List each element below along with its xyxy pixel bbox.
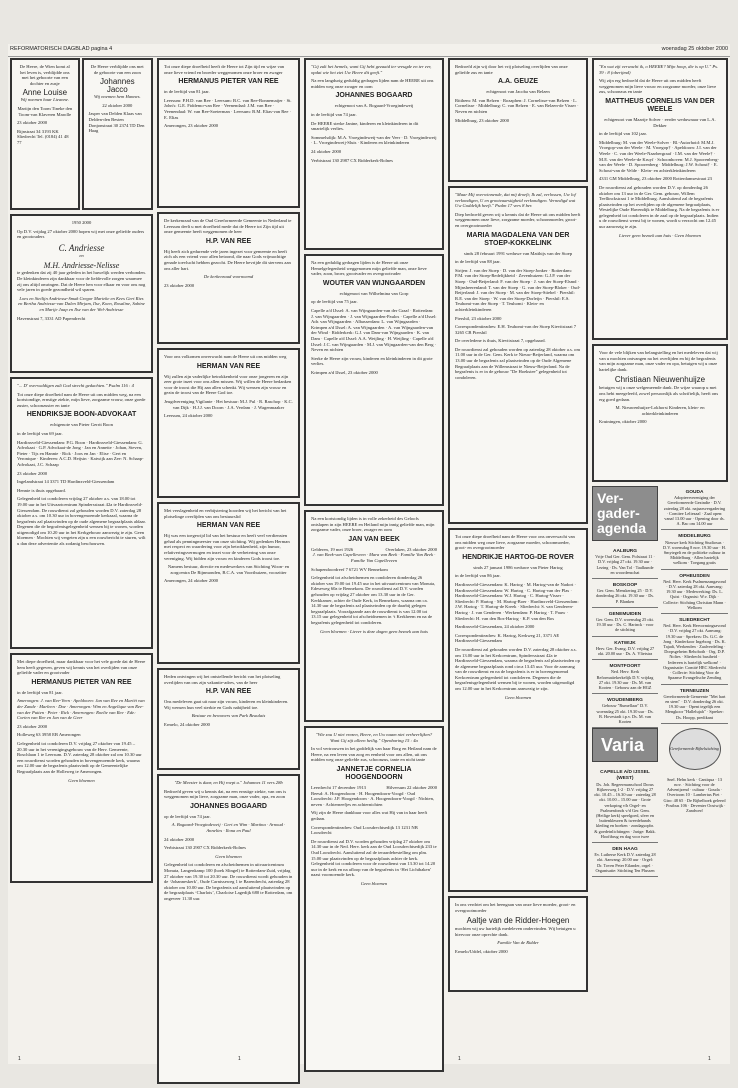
footer-mark-3: 1: [458, 1056, 461, 1062]
obituary-geuze: [448, 58, 588, 182]
agenda-item: [661, 685, 728, 724]
agenda-item: [661, 530, 728, 569]
obituary-body: Bedroefd zijn wij door het vrij plotseling overlijden van onze geliefde zus en tante: [455, 64, 568, 75]
obituary-van-der-weele: [592, 58, 728, 340]
obituary-details-2: De rouwdienst zal D.V. worden gehouden vrijdag 27 oktober om 14.30 uur in de Ned. Herv. kerk aan de Oud Loosdrechtsedijk 233 te Oud Loosdrecht. Aansluitend zal de teraardebestelling om plm. 15.00 uur plaatsvinden op de begraafplaats achter de kerk. Gelegenheid tot condoleren voor de rouwdienst van 13.30 tot 14.20 uur in de kerk en na afloop van de begrafenis in ‘Het Lichtbaken’ naast voornoemde kerk.: [311, 838, 437, 878]
obituary-no-flowers: Geen bloemen: [504, 694, 532, 700]
obituary-name: JANNETJE CORNELIA HOOGENDOORN: [336, 765, 412, 781]
obituary-details: Sterke de Heere zijn vrouw, kinderen en kleinkinderen in dit grote verlies.: [311, 355, 433, 367]
obituary-address: Verbistraat 130 2907 CX Ridderkerk-Bolnes: [164, 845, 246, 851]
obituary-body: Tot onze diepe droefheid heeft de Heere tot Zijn tijd en wijze van onze lieve vriend en broeder weggenomen onze broer en zwager: [164, 64, 285, 75]
footer-mark-2: 1: [238, 1056, 241, 1062]
anniversary-intro: Op D.V. vrijdag 27 oktober 2000 hopen wij met onze geliefde ouders en grootouders: [17, 228, 145, 240]
obituary-address: Ingelandstraat 14 3371 TD Hardinxveld-Giessendam: [17, 479, 115, 485]
obituary-van-ree-family: [10, 653, 153, 883]
obituary-verse: "Maar Mij overwinnende, dat mij droeft; Ik zal, verlossen, Uw lof verkondigen, U en grootvaarstigheid verkondigen. Vernedigd wat Uw Goddelijk heeft." Psalm 17 vers 8 ber.: [455, 192, 576, 209]
obituary-body: De kerkenraad van de Oud Gereformeerde Gemeente in Nederland te Leersum deelt u met droefheid mede dat de Heere tot Zijn tijd uit onze gemeente heeft weggenomen de heer: [164, 218, 292, 235]
obituary-family: A. Bogaard-Vroegindeweij · Gert en Wim · Martina · Arnoud · Annelies · Ilona en Paul: [171, 822, 286, 833]
obituary-birth: Leerdrecht 17 december 1913: [311, 784, 366, 790]
obituary-family: Capelle a/d IJssel: A. van Wijngaarden-van der Graaf · Rotterdam: J. van Wijngaarden · J. van Wijngaarden-Paulos · Capelle a/d IJssel: Adr. van Wijngaarden · Albasserdam: L. van Wijngaarden · Krimpen a/d IJssel: A. van Wijngaarden · A. van Wijngaarden-van der Wind · Ridderkerk: G.J. van Dam-van Wijngaarden · K. van Dam · Capelle a/d IJssel: A.A. Wetjling · H. Wetjling · Capelle a/d IJssel: J.C. van Wijngaarden · M.J. van Wijngaarden-van den Berg · Neven en nichten: [311, 307, 437, 353]
obituary-date: Middelburg, 23 oktober 2000: [455, 117, 510, 123]
obituary-date: Ermelo, 24 oktober 2000: [164, 721, 210, 727]
column-5: [592, 58, 728, 877]
agenda-item-place: DEN HAAG: [612, 846, 638, 852]
agenda-item-place: OPHEUSDEN: [679, 573, 710, 579]
obituary-address: Schapendoordreef 7 6721 WV Bennekom: [311, 566, 388, 572]
thanks-body: Voor de vele blijken van belangstelling en het medeleven dat wij van u mochten ontvangen na het overlijden en bij de begrafenis van mijn zorgzame man, onze vader en opa, betuigen wij u onze hartelijke dank.: [599, 350, 718, 372]
obituary-age: in de leeftijd van 81 jaar.: [17, 689, 63, 695]
obituary-address: Verbistraat 130 2987 CX Ridderkerk-Bolnes: [311, 157, 393, 163]
obituary-name: HERMANUS PIETER VAN REE: [178, 78, 279, 86]
obituary-date: 23 oktober 2000: [17, 723, 48, 729]
agenda-item-text: Ned. Herv. Kerk Hervormingsavond · D.V. vrijdag 27 okt. Aanvang: 19.30 uur · Sprekers: Ds. G.C. de Jong · Kinderkoor Ingeborg · Ds. K. Tajadi, Werkenden · Zaalverdeling · Dorpsgeheim Rehoboth · Org. D.P. Noltes · Sliedrecht bustheid · Iedereen is hartelijk welkom! · Organisatie: Comité HEC Sliedrecht · Collecte: Stichting Voor de Spaanse Evangelische Zending: [663, 623, 726, 681]
agenda-items-left: [592, 545, 658, 728]
column-2: [157, 58, 300, 1088]
obituary-foundation: [157, 502, 300, 664]
obituary-details: De rouwdienst zal gehouden worden op zaterdag 28 oktober a.s. om 11.00 uur in de Ger. Gem. Kerk te Nieuw-Beijerland, waarna om 13.00 uur de begrafenis zal plaatsvinden op de Oude Algemene Begraafplaats aan de Willemstraat te Nieuw-Beijerland. Na de begrafenis is er in de gebouw "De Hoekstee" gelegenheid tot condoleren.: [455, 346, 581, 380]
obituary-age: in de leeftijd van 74 jaar.: [311, 111, 357, 117]
obituary-body-2: Ons medeleven gaat uit naar zijn vrouw, kinderen en kleinkinderen. Wij wensen hun veel sterkte en Gods nabijheid toe.: [164, 699, 289, 710]
foundation-logo: Gereformeerde Bijbelstichting: [669, 728, 721, 770]
obituary-body: Voor ons volkomen onverwacht nam de Heere uit ons midden weg: [164, 354, 287, 359]
obituary-body: Bedroefd geven wij u kennis dat, na een ernstige ziekte, van ons is weggenomen mijn lieve, zorgzame man, onze vader, opa, en zoon: [164, 788, 287, 800]
obituary-death: Hilversum 22 oktober 2000: [386, 784, 437, 790]
obituary-name: WOUTER VAN WIJNGAARDEN: [322, 279, 426, 287]
obituary-date: Leersum, 24 oktober 2000: [164, 413, 213, 419]
obituary-body: Na een langdurig geduldig gedragen lijden nam de HEERE uit ons midden weg onze zwager en oom: [311, 78, 434, 89]
obituary-youth-society: [157, 348, 300, 498]
obituary-date: 24 oktober 2000: [164, 836, 195, 842]
agenda-item-text: Vrije Oud Ger. Gem. Polstraat 11 · D.V. vrijdag 27 okt. 19.30 uur · Lezing · Ds. Van Tol · Taalkunde en woordenschat: [595, 554, 655, 575]
obituary-body-2: Hij heeft zich gedurende vele jaren ingezet voor gemeente en heeft zich als een vriend voor allen betoond, die naar Gods vrijmachtige genade toevlucht hebben gezocht. De Heere bevrijde dit stervens aan ons aller hart.: [164, 248, 291, 271]
agenda-item: [592, 843, 658, 877]
agenda-items-right: [661, 486, 728, 724]
obituary-age: in de leeftijd van 88 jaar.: [455, 259, 501, 265]
agenda-item-text: Gebouw "Rumellaar" D.V. woensdag 25 okt. 19.30 uur · Ds. B. Hovestadt i.p.v. Ds. M. van Kooten: [596, 703, 654, 725]
obituary-body-2: Wij zullen zijn vaderlijke betrokkenheid voor onze jongeren en zijn zeer grote inzet voor ons allen missen. Wij willen de Heere bedanken voor de troost die Hij aan allen schenkt. Wij wensen zijn vrouw en gezin de troost van de Heere God toe.: [164, 373, 292, 396]
obituary-details: Gelegenheid tot afscheidnemen en condoleren donderdag 26 oktober van 19.00 tot 19.45 uur in het uitvaartcentrum van Monuta, Edeseweg 60a te Bennekom. De rouwdienst zal D.V. worden gehouden op vrijdag 27 oktober om 13.30 uur in de Ger. Kerkkamer, achter de Oude Kerk, in Bennekom, waarna om ca. 14.30 uur de begrafenis zal plaatsvinden op de daarbij gelegen begraafplaats. Voorafgaande aan de rouwdienst is van 12.00 tot 13.15 uur gelegenheid tot afscheidnemen in ‘t Kerkheem en na de begrafenis gelegenheid tot condoleren.: [311, 575, 436, 625]
agenda-item: [592, 608, 658, 637]
obituary-subtitle: echtgenoot van A. Bogaard-Vroegindeweij: [334, 103, 414, 109]
birth-family: Jasper van Delden Klaas van Delden-den Besten Donjonstraat 30 2374 TD Den Haag: [88, 111, 145, 134]
agenda-item-place: MONTFOORT: [609, 664, 641, 670]
obituary-van-beek: [304, 510, 444, 722]
thanks-name: Christiaan Nieuwenhuijze: [614, 375, 706, 385]
foundation-info: Snel. Helm kerk · Cantiqua · 13 nov. · Stichting voor de Adventjzend · cultuur · Gouda · Overtoom 10 · Lambertus Piet · Giro: 48 65 · De Bijbelboek geleerd · Postbus 106 · Deventer Oostwijk · Zandwerf: [663, 776, 726, 813]
obituary-subtitle: sinds 27 januari 1986 weduwe van Pieter Hartog: [473, 564, 563, 570]
agenda-banner-line-1: Ver-: [597, 490, 624, 506]
agenda-item: [592, 579, 658, 608]
obituary-bogaard-in-laws: [304, 58, 444, 250]
obituary-age: in de leeftijd van 102 jaar.: [599, 131, 647, 137]
obituary-name: MATTHEUS CORNELIS VAN DER WEELE: [605, 97, 715, 113]
obituary-date: Amerongen, 24 oktober 2000: [164, 578, 219, 584]
obituary-age: op de leeftijd van 75 jaar.: [311, 299, 358, 305]
obituary-no-flowers: Liever geen bezoek aan huis · Geen bloemen: [619, 232, 701, 238]
obituary-body: Na een geduldig gedragen lijden is de Heere uit onze Hemelgelegenheid weggenomen mijn geliefde man, onze lieve vader, zoon, broer, grootvader en overgrootvader: [311, 260, 427, 277]
obituary-subtitle: echtgenoot van Jacoba van Belzen: [486, 89, 550, 95]
obituary-name: JAN VAN BEEK: [348, 535, 400, 543]
obituary-family: Jeugdvereniging Vigilante · Het bestuur: M.J. Pul · R. Raschop · K.C. van Dijk · H.J.J. van Doorn · J.A. Verdam · J. Wagenmaaker: [164, 398, 293, 410]
obituary-signature: De kerkenraad voornoemd: [203, 274, 254, 280]
varia-items: [592, 766, 658, 877]
thanks-body-2: mochten wij uw hartelijk medeleven ondervinden. Wij betuigen u hiervoor onze oprechte dank.: [455, 926, 576, 937]
obituary-body: In vol vertrouwen in het goddelijk van haar Borg en Heiland nam de Heere, na een leven van zorg en eenheid voor ons allen, uit ons midden weg onze geliefde zus, schoonzus, tante en nicht tante: [311, 746, 437, 763]
agenda-item-place: GENEMUIDEN: [608, 611, 642, 617]
obituary-verse: "Wie zou U niet vrezen, Heere, en Uw naam niet verheerlijken? Want Gij zijt alleen heilig." Openbaring 15 : 4a: [315, 732, 433, 743]
obituary-subtitle: echtgenoot van Maartje Solver · eerder weduwnaar van L.A. Dekker: [604, 116, 716, 128]
obituary-boon: [10, 377, 153, 649]
obituary-family: Ritthem: M. van Belzen · Rozaphen: J. Cornelisse-van Belzen · L. Cornelisse · Middelburg: C. van Belzen · E. van Belzen-de Visser · Neven en nichten: [455, 97, 579, 114]
obituary-details: Gelegenheid tot condoleren en afscheidnemen in uitvaartcentrum Monuta, Langenkamp 100 (hoek Slingel) te Rotterdam-Zuid, vrijdag 27 oktober van 19.30 tot 20.30 uur. De rouwdienst wordt gehouden in de ‘Johanneskerk’, Oude Carnisseweg 1 te Barendrecht, zaterdag 28 oktober om 10.00 uur. De begrafenis zal aansluitend plaatsvinden op de begraafplaats ‘Charlois’, Charloise Lagedijk 680 te Rotterdam, om ongeveer 11.30 uur.: [164, 862, 293, 901]
obituary-age: op de leeftijd van 74 jaar.: [164, 813, 211, 819]
obituary-van-der-stoep: [448, 186, 588, 524]
obituary-name: HERMAN VAN REE: [196, 362, 261, 370]
obituary-no-flowers: Geen bloemen: [215, 853, 242, 859]
obituary-no-flowers: Geen bloemen: [68, 777, 95, 783]
agenda-item-text: Ev. Lutherse Kerk D.V. zaterdag 28 okt. Aanvang: 20.00 uur · Orgel: Dr. Toven Peter Eilander, orgel · Organisatie: Stichting Ten Plussen: [594, 852, 656, 873]
obituary-body: Tot onze diepe droefheid nam de Heere voor ons onverwacht van ons midden weg onze lieve, zorgzame moeder, schoonmoeder, groot- en overgrootmoeder: [455, 534, 575, 551]
header-left: REFORMATORISCH DAGBLAD pagina 4: [10, 46, 113, 52]
birth-intro: De Heere, de Wien komt al het leven is, verblijdde ons met het geboorte van een dochter en zusje: [19, 64, 70, 86]
obituary-address: Correspondentieadres: K. Hartog, Kerkweg 21, 3371 AE Hardinxveld-Giessendam: [455, 632, 560, 644]
obituary-van-wijngaarden: [304, 254, 444, 506]
anniversary-name-1: C. Andriesse: [58, 242, 105, 253]
footer-mark-1: 1: [18, 1056, 21, 1062]
obituary-birth: Gelderen, 19 mei 1926: [311, 546, 354, 552]
obituary-name: H.P. VAN REE: [205, 688, 252, 696]
thanks-date: Kruiningen, oktober 2000: [599, 419, 647, 425]
agenda-right-column: [661, 486, 728, 877]
agenda-item-text: Ned. Herv. Kerk Reformatiekerkelijk D.V. vrijdag 27 okt. 19.30 uur · Ds. M. van Kooten · Gebouw aan de HGZ: [596, 669, 654, 691]
birth-row: [10, 58, 153, 214]
agenda-banner-line-3: agenda: [597, 520, 647, 536]
obituary-age: in de leeftijd van 69 jaar.: [17, 430, 63, 436]
obituary-family: J. van Beek-van Capelleveen · Mara van Beek · Familie Van Beek · Familie Van Capelleveen: [312, 552, 436, 563]
agenda-item-place: KATWIJK: [614, 640, 636, 646]
obituary-date: Krimpen a/d IJssel, 23 oktober 2000: [311, 369, 378, 375]
obituary-name: H.P. VAN REE: [205, 237, 252, 245]
agenda-item: [592, 660, 658, 694]
birth-intro: De Heere verblijdde ons met de geboorte van een zoon: [90, 64, 144, 75]
birth-sub: Wij noemen haar Lieanne.: [20, 97, 70, 103]
agenda-item-place: BOSKOOP: [612, 583, 638, 589]
agenda-item-place: SLIEDRECHT: [679, 618, 710, 624]
page-footer: [8, 1056, 730, 1064]
thanks-signature: Familie Van de Ridder: [497, 940, 539, 946]
agenda-item: [592, 694, 658, 728]
obituary-name: MARIA MAGDALENA VAN DER STOEP-KOKKELINK: [466, 231, 570, 247]
obituary-address: Holleweg 63 3958 EB Amerongen: [17, 732, 81, 738]
agenda-item-place: GOUDA: [685, 490, 704, 495]
obituary-date: 23 oktober 2000: [164, 282, 195, 288]
agenda-banner: [592, 486, 658, 541]
obituary-address: Correspondentieadres: E.H. Teuhomi-van der Stoep Kievitstraat 7 3265 CB Piershil: [455, 324, 577, 335]
obituary-name: JOHANNES BOGAARD: [189, 802, 267, 810]
obituary-no-flowers: Geen bloemen · Liever is deze dagen geen bezoek aan huis: [320, 628, 428, 634]
agenda-item: [592, 545, 658, 579]
obituary-family: Hardinxveld-Giessendam: K. Hartog · M. Hartog-van de Nadort · Hardinxveld-Giessendam: W. Hartog · C. Hartog-van der Plas · Hardinxveld-Giessendam: W.J. Hartog · C. Hartog-Visser · Sliedrecht: P. Hartog · M. Hartog-Boer · Hardinxveld-Giessendam: J.W. Hartog · T. Hartog-de Kreek · Sliedrecht: S. van Genderen-Hartog · J. van Genderen · Werkendam: P. Hartog · T. Pauw · Sliedrecht: H. van den Bos-Hartog · K.P. van den Bos: [455, 581, 579, 621]
varia-banner: Varia: [592, 728, 658, 762]
obituary-family: Middelburg: M. van der Weele-Solver · Bl.-Autorhoid: M.M.J. Vroegop-van der Weele · M. Vroegop† · Apeldoorn: J.I. van der Weele · C. van der Weele-Naarbergraaf · I.M. van der Weele† · M.E. van der Weele-de Kruyf · Schoonhoven: M.J. Spoorenberg-van der Weele · D. Spoorenberg · Middelburg: J.W. Schout† · E. Schout-van de Velde · Klein- en achterkleinkinderen: [599, 139, 719, 173]
thank-you-van-de-ridder: [448, 896, 588, 992]
agenda-item-place: WOUDENBERG: [607, 698, 643, 704]
obituary-date: Hardinxveld-Giessendam, 24 oktober 2000: [455, 624, 535, 630]
agenda-item-text: Gereformeerde Gemeente "Met hart en stem" · D.V. donderdag 26 okt. 19.30 uur · Opent tegelijk een Mengkoor "Hallelujah" · Spreker: Ds. Hoopp, predikant: [663, 693, 726, 720]
agenda-section: [592, 486, 728, 877]
agenda-item-text: Adopteervereniging der Gereformeerde Gezindte · D.V. zaterdag 28 okt. najaarsvergadering · Comitee Leliezaal · Zaal open: vanaf 13.00 uur · Opening door ds. A. Bac om 14.00 uur: [663, 495, 726, 527]
agenda-left-column: [592, 486, 658, 877]
agenda-item: [661, 486, 728, 530]
birth-name: Johannes Jacco: [99, 77, 135, 95]
agenda-item-text: Ds. Joh. Regeermanschool Dorus Rijkersweg 1-2 · D.V. vrijdag 27 okt. 10.45 – 16.30 uur · zaterdag 28 okt. 10.00 – 15.00 uur · Grote verkoping v/h Orgel- en Psalmenfonds v/d Ger. Gem. (Heilige kerk) speelgoed, sfeer en buitenkleuren & tweedehands kleding en boeken · zondagsopbr. & goedeinlichtingen · Jarige: Bakk. Hooftbrug en dag voor twee: [594, 781, 656, 839]
obituary-name: HERMANUS PIETER VAN REE: [31, 678, 132, 686]
birth-announcement-johannes: [82, 58, 153, 210]
obituary-family: Beesd: A. Hoogendoorn · H. Hoogendoorn-Voogd · Oud Loosdrecht: J.P. Hoogendoorn · A. Hoogendoorn-Voogd · Nichten, neven · Achterneefjes en achternichten: [311, 790, 435, 807]
obituary-subtitle: echtgenote van Pieter Gerrit Boon: [50, 422, 113, 428]
agenda-item: [661, 570, 728, 614]
obituary-van-ree-siblings: [157, 58, 300, 208]
obituary-name: A.A. GEUZE: [497, 78, 539, 86]
obituary-hoogendoorn: [304, 726, 444, 1072]
obituary-body: Tot onze diepe droefheid nam de Heere uit ons midden weg, na een kortstondige, ernstige ziekte, mijn lieve, zorgzame vrouw, onze goede zuster, schoonzuster en tante: [17, 391, 146, 408]
obituary-subtitle: echtgenoot van Wilhelmina van Gorp: [339, 290, 409, 296]
obituary-hartog: [448, 528, 588, 892]
birth-address: Rijnstraat 34 3193 KK Sliedrecht Tel. (0184) 41 48 77: [17, 128, 69, 145]
birth-date: 22 oktober 2000: [102, 102, 133, 108]
agenda-item-place: AALBURG: [613, 549, 637, 554]
anniversary-body: te gedenken dat zij 40 jaar geleden in het huwelijk werden verbonden. De kleinkinderen zijn dankbaar voor de liefdevolle zorgen waarmee zij ons altijd omringen. Dat de Heere hen voor elkaar en voor ons nog vele jaren in goede gezondheid wil sparen.: [17, 270, 146, 293]
obituary-name: JOHANNES BOGAARD: [335, 92, 413, 100]
anniversary-children: Loes en Sietlijn Andriesse-Smak Gregor Marieke en Kees Gert Ries en Bertha Andriesse-van Dalen Mirjam, Ilse, Koen, Rosaline, Sabine en Marije Jaap en Ilse van der Wel-Andriesse: [18, 295, 145, 312]
page-header: [8, 44, 730, 57]
anniversary-and: en: [79, 252, 84, 258]
thanks-body: In ons verdriet om het heengaan van onze lieve moeder, groot- en overgrootmoeder: [455, 902, 576, 913]
obituary-park-beaulais: [157, 668, 300, 770]
obituary-rest: De overledene is thuis, Kievitstraat 7, opgebaard.: [455, 338, 546, 344]
obituary-name: HENDRIKSJE BOON-ADVOKAAT: [26, 411, 137, 419]
thanks-family: M. Nieuwenhuijze-Lokhorst Kinderen, klein- en achterkleinkinderen: [615, 405, 705, 416]
obituary-verse: "De Meester is daar, en Hij roept u." Johannes 11 vers 28b: [174, 780, 283, 785]
obituary-family: Sommelsdijk: M.A. Vroegindeweij-van der Veer · D. Vroegindeweij · L. Vroegindeweij-Sluis · Kinderen en kleinkinderen: [311, 134, 437, 146]
thank-you-nieuwenhuijze: [592, 344, 728, 482]
obituary-address: 4331 GM Middelburg, 23 oktober 2000 Rotterdamsestraat 23: [599, 176, 712, 182]
column-3: [304, 58, 444, 1076]
column-4: [448, 58, 588, 996]
header-right: woensdag 25 oktober 2000: [661, 46, 728, 52]
obituary-details: De rouwdienst zal gehouden worden D.V. op donderdag 26 oktober om 13 uur in de Ger. Gem. gebouw, Willem Teellinckstraat 1 te Middelburg. Aansluitend zal de begrafenis plaatsvinden op het overlijden op de algemene begraafplaats, Westelijke Oude Havendijk te Middelburg. Na de begrafenis is er gelegenheid tot condoleren in de zaal op de begraafplaats. Indien u de rouwdienst wenst bij te wonen, wordt u verzocht om 12.45 uur aanwezig te zijn.: [599, 184, 720, 230]
obituary-verse: "... D' overwaldigen zult God strecht gedachten." Psalm 116 : 4: [17, 383, 134, 388]
thanks-name: Aaltje van de Ridder-Hoegen: [466, 916, 570, 926]
obituary-body: Met verslagenheid en verbijstering hoorden wij het bericht van het plotselinge overlijden van ons bestuurslid: [164, 508, 287, 519]
anniversary-address: Havenstraat 7, 3331 AD Papendrecht: [17, 315, 86, 321]
obituary-body: Met diepe droefheid, maar dankbaar voor het vele goede dat de Heere hem heeft gegeven, geven wij kennis van het overlijden van onze geliefde vader en grootvader: [17, 659, 146, 676]
footer-mark-4: 1: [708, 1056, 711, 1062]
obituary-body: Diep bedroefd geven wij u kennis dat de Heere uit ons midden heeft weggenomen onze lieve, zorgzame moeder, schoonmoeder, groot- en overgrootmoeder: [455, 211, 581, 228]
obituary-family: Leersum: P.H.D. van Ree · Leersum: B.C. van Ree-Bonnemaijer · St. John's: G.E. Fiddemo-van Ree · Veenendaal: J.M. van Ree · Veenendaal: W. van Ree-Soeterman · Leersum: B.M. Elias-van Ree · E. Elias: [164, 97, 292, 120]
obituary-rest: Hennie is thuis opgebaard.: [17, 487, 66, 493]
thanks-body-2: betuigen wij u onze welgemeende dank. De wijze waarop u met ons hebt meegeleefd, zowel persoonlijk als schriftelijk, heeft ons erg goed gedaan.: [599, 385, 719, 402]
obituary-age: in de leeftijd van 86 jaar.: [455, 573, 501, 579]
obituary-name: HERMAN VAN REE: [196, 522, 261, 530]
obituary-date: 24 oktober 2000: [311, 148, 342, 154]
thanks-date: Ermelo/Uddel, oktober 2000: [455, 948, 508, 954]
agenda-item-text: Ger. Gem. D.V. woensdag 25 okt. 19.30 uur · Ds. C. Harinck · voor de stichting: [596, 617, 654, 633]
anniversary-announcement: [10, 214, 153, 373]
agenda-item: [592, 637, 658, 661]
agenda-item-text: Ned. Herv. Kerk Psalmenzangavond · D.V. zaterdag 28 okt. Aanvang: 19.30 uur · Medewerking: Ds. L. Quist · Organist: W.v. Dijk · Collecte: Stichting Christian Mann · Welkom: [663, 578, 726, 610]
obituary-family: Strijen: J. van der Stoep · D. van der Stoep-Jonker · Rotterdam: P.M. van der Stoep-Redelijkheid · Zevenhuizen: G.J.P. van der Stoep · Oud-Beijerland: F. van der Stoep · J. van der Stoep-Elsmd · Mijnsheerenland: T. van der Stoep · G. van der Stoep-Bloker · Oud-Beijerland: J. van der Stoep · M. van der Stoep-Stiebel · Piershil: R.E. van der Stoep · W. van der Stoep-Dorleijn · Piershil: E.S. Teuhomi-van der Stoep · T. Teuhomi · Klein- en achterkleinkinderen: [455, 267, 581, 312]
agenda-item-place: TERNEUZEN: [679, 688, 710, 694]
obituary-verse: "Gij zult het hemels, want Gij hebt gezaaid ter vreugde en ter eer, opdat wie het ziet Uw Heere dit geeft.": [311, 64, 432, 75]
obituary-date: 23 oktober 2000: [17, 470, 48, 476]
obituary-signature: Bestuur en bewoners van Park Beaulais: [191, 713, 266, 719]
obituary-details: Gelegenheid tot condoleren vrijdag 27 oktober a.s. van 18.00 tot 19.00 uur in het Uitvaartcentrum Spindersstraat 42a te Hardinxveld-Giessendam. De rouwdienst zal gehouden worden D.V. zaterdag 28 oktober a.s. om 10.30 uur in bovengenoemde kerkzaal, waarna de begrafenis zal plaatsvinden op de oude algemene begraafplaats aldaar. Degenen die de begrafenisgelegenheid wensen bij te wonen, worden uitgenodigd om 10.20 uur in het Kerkgebouw aanwezig te zijn. Geen bloemen · Mochten wij vergeten zijn u een rouwbericht te sturen, wilt u dan deze advertentie als zodanig beschouwen.: [17, 496, 146, 547]
obituary-family: Amerongen: J. van Ree-Veen · Apeldoorn: Jan van Ree en Mariët van der Zande · Marleen · Dae · Amerongen: Wim en Angelique van Ree-van der Putten · Peter · Rick · Amerongen: Roelie van Ree · Ede: Corien van Ree en Jan van de Geer: [17, 698, 145, 721]
obituary-bogaard-family: [157, 774, 300, 1084]
agenda-item-text: Herv. Ger. Evang. D.V. vrijdag 27 okt. 20.00 uur · Ds. A. Vlietstra: [595, 645, 655, 657]
agenda-item-text: Nieuwe kerk Stichting Studiosus · D.V. woensdag 8 nov. 19.30 uur · H. Smytegelt en de politieke cultuur in Middelburg · Allen hartelijk welkom · Toegang gratis: [663, 539, 726, 566]
agenda-banner-line-2: gader-: [597, 505, 640, 521]
agenda-item: [661, 614, 728, 684]
birth-family: Martijn den Toom Tineke den Toom-van Klaveren Marolle: [17, 105, 73, 117]
agenda-item: [592, 766, 658, 843]
obituary-date: Piershil, 23 oktober 2000: [455, 315, 502, 321]
obituary-body-2: De HEERE sterke Janine, kinderen en kleinkinderen in dit smartelijk verlies.: [311, 120, 419, 132]
obituary-body: Heden ontvingen wij het ontstellende bericht van het plotseling overlijden van ons zijn vakantie-adres, van de heer: [164, 674, 281, 685]
obituary-date: Amerongen, 23 oktober 2000: [164, 123, 219, 129]
obituary-no-flowers: Geen bloemen: [360, 880, 388, 886]
agenda-item-text: Ger. Gem. Menskering 25 · D.V. donderdag 26 okt. 19.30 uur · Ds. P. Blanken: [595, 588, 655, 604]
obituary-age: in de leeftijd van 81 jaar.: [164, 89, 210, 95]
obituary-details: De rouwdienst zal gehouden worden D.V. zaterdag 28 oktober a.s. om 13.00 uur in het Kerkcentrum, Spindersstraat 42a te Hardinxveld-Giessendam, waarna de begrafenis zal plaatsvinden op de algemene begraafplaats rond circa 13.45 uur. Voor de aanvang van de rouwdienst en na de begrafenis is er in bovengenoemd Kerkcentrum gelegenheid tot condoleren. Degenen die de begrafenisgelegenheid wensen bij te wonen, worden uitgenodigd om 12.00 uur in het Kerkcentrum aanwezig te zijn.: [455, 646, 580, 692]
obituary-family: Hardinxveld-Giessendam: P.G. Boon · Hardinxveld-Giessendam: G. Advokaat · G.P. Advokaat-de Jong · Jan en Annette · Johan, Steven, Pieter · Tijs en Hannie · Rick · Joos en Jan · Elise · Gert en Veronique · Kinderen: A.C.D. Heijsin · Katwijk aan Zee: N. Schaap-Advokaat, J.C. Schaap: [17, 439, 144, 467]
obituary-body-2: Hij was een toegewijd lid van het bestuur en heeft veel verdiensten gehad als penningmeester van onze stichting. Wij gedenken Herman met respect en waardering voor zijn betrokkenheid, zijn humor, relativeringsvermogen en inzet voor de verbetering van onze vereniging. Wij bidden zijn vrouw en kinderen Gods troost toe.: [164, 533, 290, 561]
anniversary-years: 1950 2000: [71, 220, 92, 225]
agenda-item-place: MIDDELBURG: [678, 534, 711, 540]
agenda-item-place: CAPELLE A/D IJSSEL (WEST): [600, 770, 650, 782]
obituary-address: Correspondentieadres: Oud Loosdrechtsedijk 13 1231 NB Loosdrecht: [311, 824, 418, 836]
anniversary-name-2: M.H. Andriesse-Nelisse: [43, 261, 120, 271]
obituary-subtitle: sinds 28 februari 1991 weduwe van Matthijs van der Stoep: [463, 250, 573, 256]
obituary-name: HENDRIKJE HARTOG-DE ROVER: [462, 553, 574, 561]
birth-sub: Wij noemen hem Hannes.: [93, 94, 141, 100]
birth-announcement-anne: [10, 58, 80, 210]
obituary-details: Wij zijn de Heere dankbaar voor alles wat Hij van in haar heeft gedaan.: [311, 810, 428, 821]
obituary-body: Wij zijn erg bedroefd dat de Heere uit ons midden heeft weggenomen mijn lieve vrouw en zorgzame moeder, onze lieve zus, schoonzus en tante: [599, 78, 717, 95]
birth-name: Anne Louise: [22, 88, 68, 98]
obituary-verse: "En wat zijt verwacht ik, o HEERE? Mijn hoop, die is op U." Ps. 39 : 8 (oberijmd): [599, 64, 719, 75]
column-1: [10, 58, 153, 887]
obituary-family: Namens bestuur, directie en medewerkers van Stichting Woon- en zorgcentra De Rijnmonden, B.C.A. van Voorthuizen, voorzitter: [167, 564, 290, 575]
obituary-details: Gelegenheid tot condoleren D.V. vrijdag 27 oktober van 19.45 – 20.30 uur in het verenigingsgebouw van de Herv. Gemeente, Boschlaan 1 te Leersum. D.V. zaterdag 28 oktober zal om 10.30 uur een rouwdienst worden gehouden in bovengenoemde kerk, waarna om 12.00 uur de begrafenis plaatsvindt op de Gemeentelijke Begraafplaats aan de Holleweg te Amerongen.: [17, 740, 142, 774]
obituary-death: Overlaken, 23 oktober 2000: [385, 546, 437, 552]
birth-date: 23 oktober 2000: [17, 120, 48, 126]
obituary-body: Na een kortstondig lijden is in volle zekerheid des Geloofs ontslapen in zijn HEERE en Heiland mijn innig geliefde man, mijn zorgzame vader, onze broer, zwager en oom: [311, 516, 435, 533]
obituary-church-council: [157, 212, 300, 344]
